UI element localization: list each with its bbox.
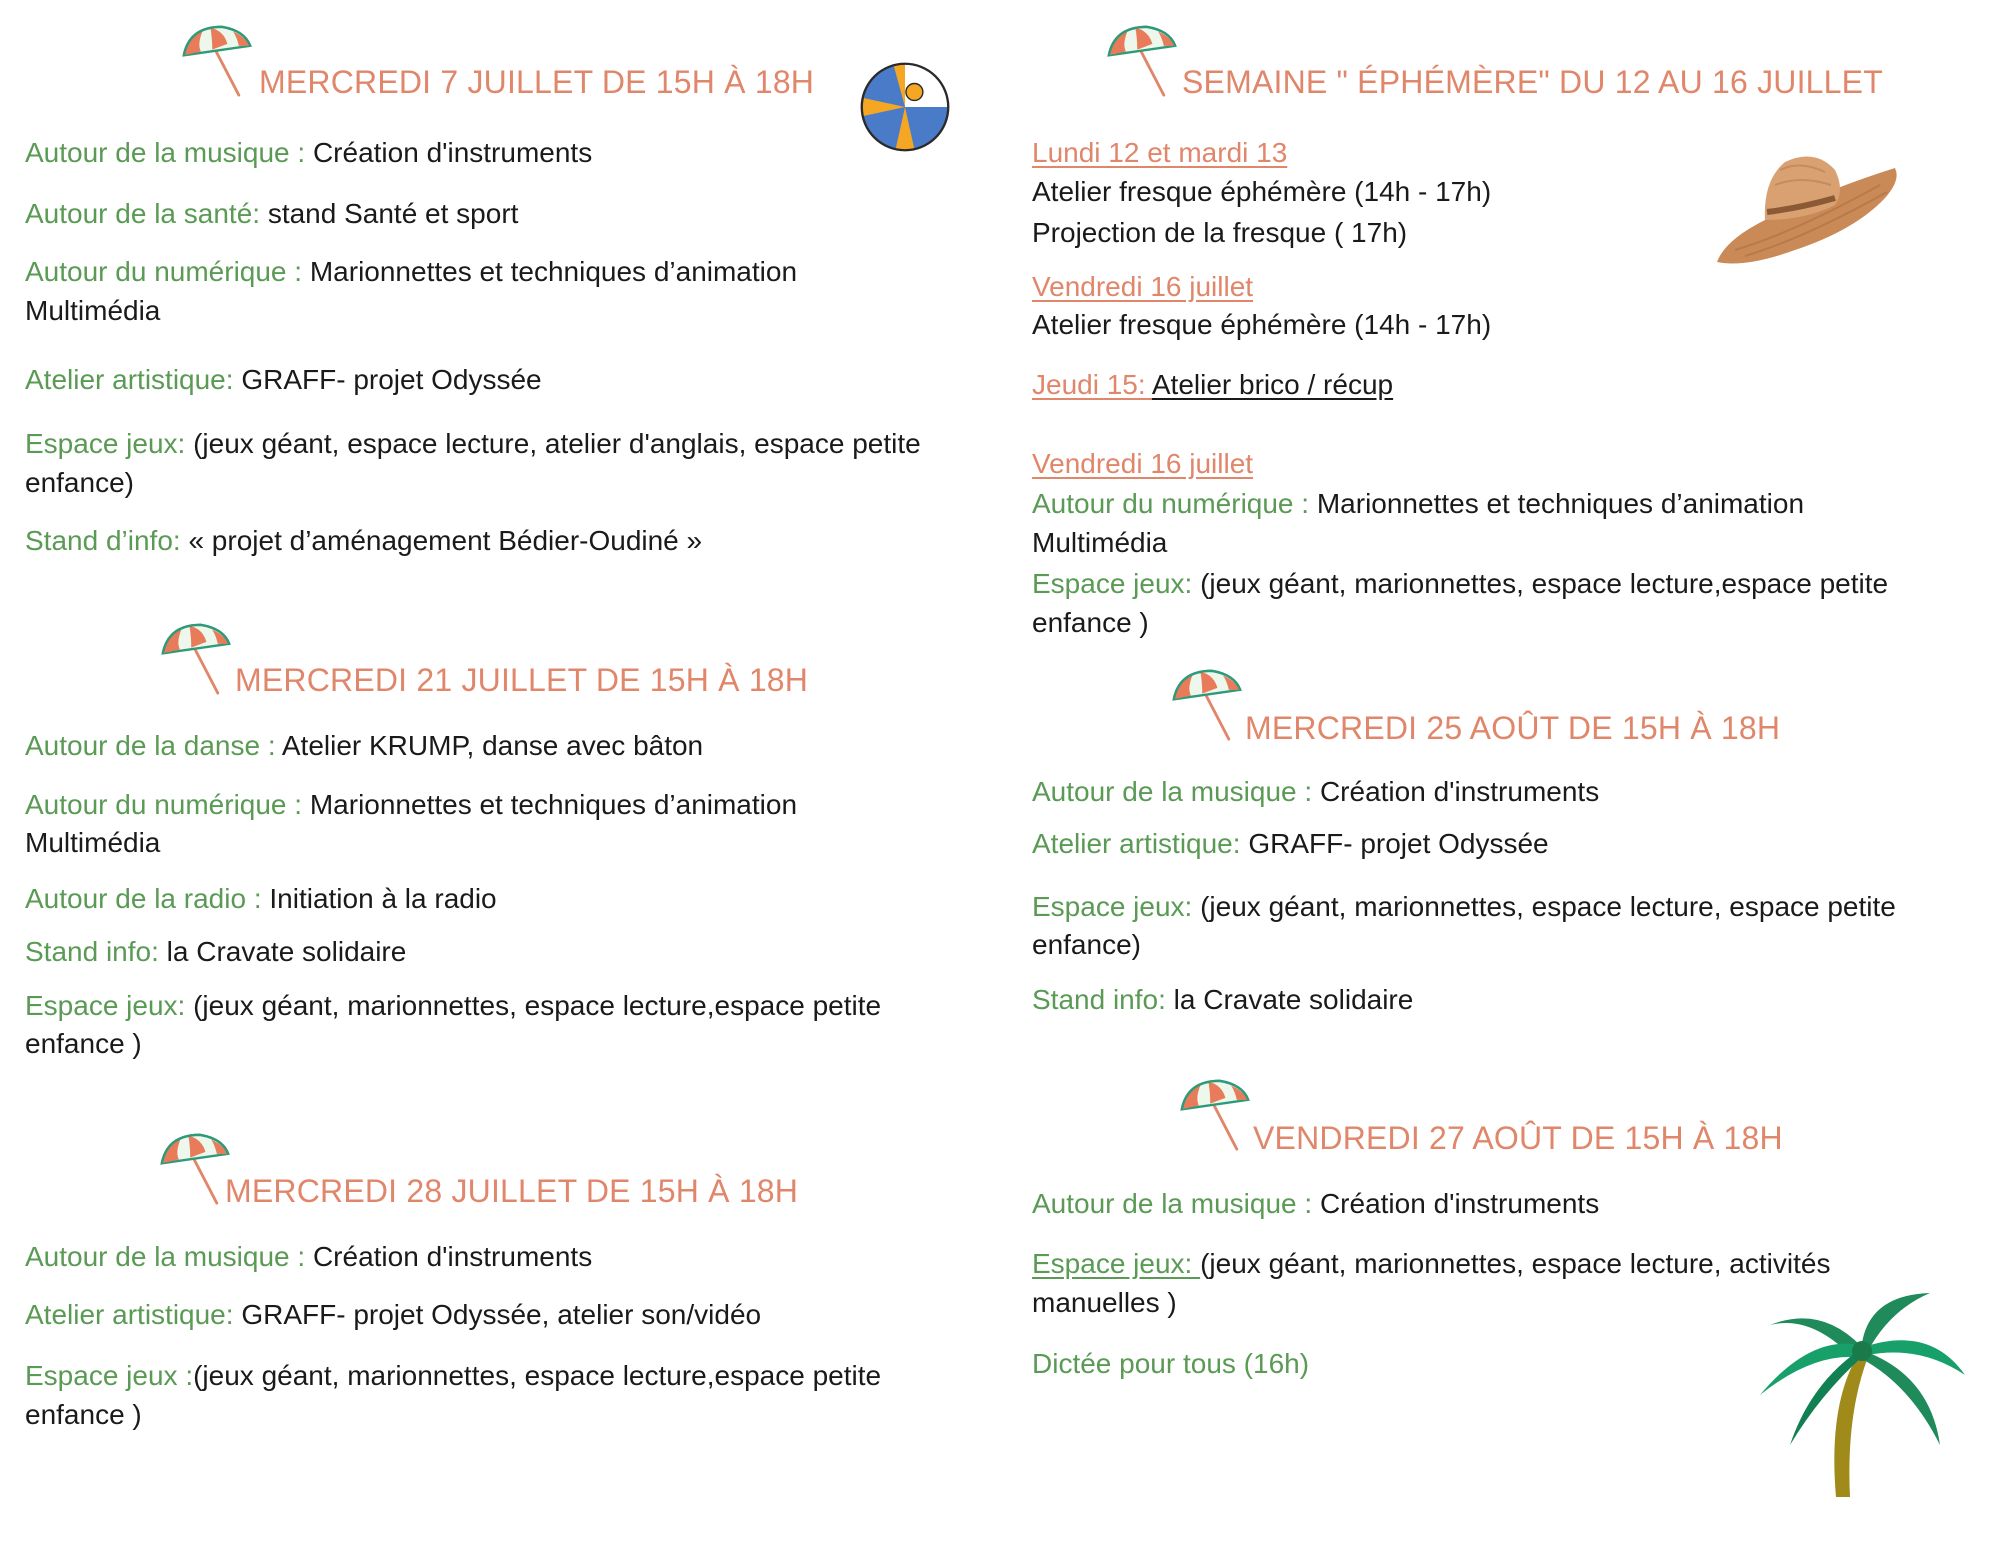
fresque-row: Atelier fresque éphémère (14h - 17h) bbox=[1032, 176, 1492, 207]
row-label: Autour du numérique : bbox=[25, 256, 310, 287]
beach-umbrella-icon bbox=[180, 22, 254, 100]
beach-umbrella-icon bbox=[158, 1130, 232, 1208]
info-row bbox=[25, 522, 702, 560]
date-label: Vendredi 16 juillet bbox=[1032, 271, 1254, 302]
row-text: la Cravate solidaire bbox=[1173, 984, 1414, 1015]
fresque-row: Atelier fresque éphémère (14h - 17h) bbox=[1032, 309, 1492, 340]
jeux-row-cont: enfance) bbox=[25, 467, 134, 498]
row-label: Stand d’info: bbox=[25, 525, 189, 556]
row-label: Dictée pour tous (16h) bbox=[1032, 1348, 1310, 1379]
danse-row bbox=[25, 727, 703, 765]
beach-umbrella-icon bbox=[159, 620, 233, 698]
jeux-row-cont: manuelles ) bbox=[1032, 1287, 1177, 1318]
artistique-row bbox=[25, 361, 542, 399]
date-vendredi-16-b bbox=[1032, 445, 1253, 483]
row-text: (jeux géant, marionnettes, espace lecture,espace petite bbox=[1200, 568, 1889, 599]
beach-umbrella-icon bbox=[1105, 22, 1179, 100]
section-title-25-aout: MERCREDI 25 AOÛT DE 15H À 18H bbox=[1245, 710, 1781, 746]
row-label: Espace jeux: bbox=[25, 990, 194, 1021]
musique-row bbox=[1032, 773, 1599, 811]
info-row bbox=[1032, 981, 1413, 1019]
row-text: GRAFF- projet Odyssée, atelier son/vidéo bbox=[241, 1299, 762, 1330]
numerique-row bbox=[1032, 485, 1804, 523]
row-text: Création d'instruments bbox=[1319, 1188, 1600, 1219]
beach-ball-icon bbox=[858, 60, 952, 154]
row-text: Initiation à la radio bbox=[269, 883, 497, 914]
row-text: « projet d’aménagement Bédier-Oudiné » bbox=[188, 525, 703, 556]
musique-row bbox=[1032, 1185, 1599, 1223]
row-text: la Cravate solidaire bbox=[166, 936, 407, 967]
row-label: Autour de la musique : bbox=[1032, 776, 1320, 807]
row-text: Création d'instruments bbox=[312, 137, 593, 168]
row-label: Espace jeux: bbox=[1032, 891, 1201, 922]
row-text: Création d'instruments bbox=[1319, 776, 1600, 807]
jeux-row bbox=[25, 1357, 881, 1395]
numerique-row bbox=[25, 786, 797, 824]
jeux-row-cont: enfance ) bbox=[25, 1028, 142, 1059]
row-label: Stand info: bbox=[1032, 984, 1174, 1015]
date-label: Lundi 12 et mardi 13 bbox=[1032, 137, 1288, 168]
jeux-row-cont: enfance ) bbox=[1032, 607, 1149, 638]
numerique-row-cont: Multimédia bbox=[25, 295, 161, 326]
date-label: Vendredi 16 juillet bbox=[1032, 448, 1254, 479]
musique-row bbox=[25, 134, 592, 172]
sante-row bbox=[25, 195, 518, 233]
row-label: Autour de la musique : bbox=[25, 1241, 313, 1272]
projection-row: Projection de la fresque ( 17h) bbox=[1032, 217, 1408, 248]
row-label: Espace jeux: bbox=[25, 428, 194, 459]
row-label: Autour du numérique : bbox=[25, 789, 310, 820]
row-label: Espace jeux: bbox=[1032, 1248, 1201, 1279]
row-label: Espace jeux: bbox=[1032, 568, 1201, 599]
row-label: Autour de la musique : bbox=[1032, 1188, 1320, 1219]
beach-umbrella-icon bbox=[1170, 666, 1244, 744]
numerique-row-cont: Multimédia bbox=[25, 827, 161, 858]
row-text: Marionnettes et techniques d’animation bbox=[309, 256, 798, 287]
row-label: Atelier artistique: bbox=[25, 364, 242, 395]
row-label: Autour de la musique : bbox=[25, 137, 313, 168]
date-label: Jeudi 15: bbox=[1032, 369, 1152, 400]
row-text: Marionnettes et techniques d’animation bbox=[309, 789, 798, 820]
row-text: (jeux géant, marionnettes, espace lecture,espace petite bbox=[193, 990, 882, 1021]
row-text: GRAFF- projet Odyssée bbox=[241, 364, 542, 395]
row-text: (jeux géant, espace lecture, atelier d'anglais, espace petite bbox=[193, 428, 921, 459]
jeux-row bbox=[25, 987, 881, 1025]
artistique-row bbox=[25, 1296, 761, 1334]
section-title-7-juillet: MERCREDI 7 JUILLET DE 15H À 18H bbox=[259, 64, 815, 100]
row-label: Autour de la santé: bbox=[25, 198, 268, 229]
info-row bbox=[25, 933, 406, 971]
numerique-row bbox=[25, 253, 797, 291]
jeux-row bbox=[1032, 565, 1888, 603]
palm-tree-icon bbox=[1750, 1285, 1980, 1505]
artistique-row bbox=[1032, 825, 1549, 863]
jeux-row-cont: enfance) bbox=[1032, 929, 1141, 960]
jeudi-row bbox=[1032, 366, 1393, 404]
row-text: GRAFF- projet Odyssée bbox=[1248, 828, 1549, 859]
row-label: Autour de la radio : bbox=[25, 883, 270, 914]
jeux-row bbox=[1032, 1245, 1830, 1283]
radio-row bbox=[25, 880, 497, 918]
musique-row bbox=[25, 1238, 592, 1276]
row-text: Création d'instruments bbox=[312, 1241, 593, 1272]
straw-hat-icon bbox=[1705, 150, 1905, 275]
row-label: Espace jeux : bbox=[25, 1360, 194, 1391]
section-title-semaine-ephemere: SEMAINE " ÉPHÉMÈRE" DU 12 AU 16 JUILLET bbox=[1182, 64, 1883, 100]
beach-umbrella-icon bbox=[1178, 1076, 1252, 1154]
jeux-row-cont: enfance ) bbox=[25, 1399, 142, 1430]
row-text: Atelier KRUMP, danse avec bâton bbox=[281, 730, 704, 761]
section-title-28-juillet: MERCREDI 28 JUILLET DE 15H À 18H bbox=[225, 1173, 799, 1209]
numerique-row-cont: Multimédia bbox=[1032, 527, 1168, 558]
jeux-row bbox=[25, 425, 921, 463]
row-text: Atelier brico / récup bbox=[1151, 369, 1394, 400]
section-title-27-aout: VENDREDI 27 AOÛT DE 15H À 18H bbox=[1253, 1120, 1783, 1156]
row-text: stand Santé et sport bbox=[267, 198, 519, 229]
section-title-21-juillet: MERCREDI 21 JUILLET DE 15H À 18H bbox=[235, 662, 809, 698]
dictee-row bbox=[1032, 1345, 1309, 1383]
date-vendredi-16 bbox=[1032, 268, 1253, 306]
row-label: Autour du numérique : bbox=[1032, 488, 1317, 519]
jeux-row bbox=[1032, 888, 1896, 926]
row-label: Autour de la danse : bbox=[25, 730, 282, 761]
row-text: (jeux géant, marionnettes, espace lecture,espace petite bbox=[193, 1360, 882, 1391]
row-label: Atelier artistique: bbox=[25, 1299, 242, 1330]
row-text: (jeux géant, marionnettes, espace lecture, activités bbox=[1200, 1248, 1831, 1279]
row-text: Marionnettes et techniques d’animation bbox=[1316, 488, 1805, 519]
row-label: Stand info: bbox=[25, 936, 167, 967]
row-text: (jeux géant, marionnettes, espace lecture, espace petite bbox=[1200, 891, 1896, 922]
row-label: Atelier artistique: bbox=[1032, 828, 1249, 859]
date-lundi-12 bbox=[1032, 134, 1287, 172]
